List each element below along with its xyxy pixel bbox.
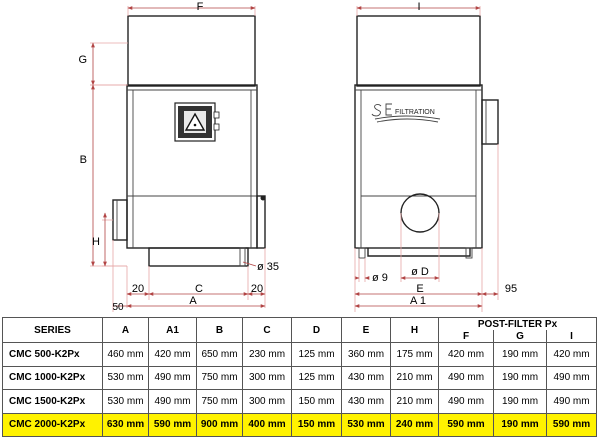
table-cell-B: 750 mm	[197, 366, 243, 390]
table-cell-B: 750 mm	[197, 390, 243, 414]
table-cell-A: 460 mm	[103, 343, 149, 367]
table-cell-B: 900 mm	[197, 413, 243, 437]
table-cell-H: 210 mm	[391, 390, 439, 414]
table-cell-G: 190 mm	[494, 343, 547, 367]
dim-label-C: C	[195, 283, 203, 295]
dim-label-margin-right: 20	[250, 283, 264, 295]
table-cell-G: 190 mm	[494, 366, 547, 390]
table-cell-series: CMC 500-K2Px	[3, 343, 103, 367]
table-cell-E: 530 mm	[342, 413, 391, 437]
table-cell-G: 190 mm	[494, 413, 547, 437]
table-cell-F: 590 mm	[439, 413, 494, 437]
header-G: G	[494, 330, 547, 343]
table-cell-E: 430 mm	[342, 390, 391, 414]
table-cell-series: CMC 1500-K2Px	[3, 390, 103, 414]
table-cell-E: 360 mm	[342, 343, 391, 367]
header-H: H	[391, 318, 439, 343]
table-cell-C: 300 mm	[243, 390, 292, 414]
dim-label-I: I	[417, 1, 421, 13]
front-view	[78, 1, 279, 313]
brand-logo	[372, 104, 440, 122]
table-cell-H: 175 mm	[391, 343, 439, 367]
table-cell-I: 420 mm	[547, 343, 597, 367]
table-cell-I: 590 mm	[547, 413, 597, 437]
table-cell-A1: 490 mm	[149, 366, 197, 390]
dim-label-G: G	[78, 54, 87, 66]
table-cell-F: 490 mm	[439, 366, 494, 390]
dim-label-offset: 50	[112, 302, 124, 313]
brand-logo-text: FILTRATION	[395, 109, 435, 116]
table-cell-series: CMC 1000-K2Px	[3, 366, 103, 390]
dim-label-post-filter: 95	[504, 283, 518, 295]
table-cell-D: 125 mm	[292, 366, 342, 390]
dim-label-B: B	[79, 154, 87, 166]
table-cell-C: 300 mm	[243, 366, 292, 390]
dim-label-F: F	[196, 1, 204, 13]
table-cell-A1: 490 mm	[149, 390, 197, 414]
table-cell-C: 230 mm	[243, 343, 292, 367]
table-row	[3, 413, 597, 437]
header-I: I	[547, 330, 597, 343]
header-series: SERIES	[3, 318, 103, 343]
header-E: E	[342, 318, 391, 343]
table-cell-A: 530 mm	[103, 390, 149, 414]
header-D: D	[292, 318, 342, 343]
dim-label-A: A	[189, 295, 197, 307]
table-row	[3, 390, 597, 414]
dim-label-feet: ø 9	[372, 272, 388, 284]
specifications-table	[2, 317, 597, 437]
table-cell-series: CMC 2000-K2Px	[3, 413, 103, 437]
header-F: F	[439, 330, 494, 343]
table-cell-G: 190 mm	[494, 390, 547, 414]
table-cell-E: 430 mm	[342, 366, 391, 390]
table-row	[3, 366, 597, 390]
dim-label-margin-left: 20	[131, 283, 145, 295]
table-cell-C: 400 mm	[243, 413, 292, 437]
table-cell-D: 150 mm	[292, 390, 342, 414]
table-cell-B: 650 mm	[197, 343, 243, 367]
warning-panel-icon	[175, 103, 219, 141]
table-cell-A: 630 mm	[103, 413, 149, 437]
table-cell-A1: 420 mm	[149, 343, 197, 367]
table-cell-A: 530 mm	[103, 366, 149, 390]
table-cell-H: 240 mm	[391, 413, 439, 437]
dim-label-outlet-dia: ø 35	[257, 261, 280, 273]
table-cell-F: 490 mm	[439, 390, 494, 414]
header-B: B	[197, 318, 243, 343]
side-view	[355, 1, 517, 312]
table-cell-H: 210 mm	[391, 366, 439, 390]
table-header-row	[3, 318, 597, 331]
table-cell-D: 125 mm	[292, 343, 342, 367]
header-post-filter: POST-FILTER Px	[439, 318, 597, 331]
dim-label-A1: A 1	[410, 295, 426, 307]
dim-label-H: H	[92, 236, 100, 248]
table-cell-A1: 590 mm	[149, 413, 197, 437]
header-C: C	[243, 318, 292, 343]
table-cell-D: 150 mm	[292, 413, 342, 437]
dim-label-E: E	[416, 283, 424, 295]
header-A: A	[103, 318, 149, 343]
table-body	[3, 343, 597, 437]
table-cell-I: 490 mm	[547, 366, 597, 390]
table-cell-F: 420 mm	[439, 343, 494, 367]
dim-label-D: ø D	[411, 266, 429, 278]
table-row	[3, 343, 597, 367]
header-A1: A1	[149, 318, 197, 343]
table-cell-I: 490 mm	[547, 390, 597, 414]
